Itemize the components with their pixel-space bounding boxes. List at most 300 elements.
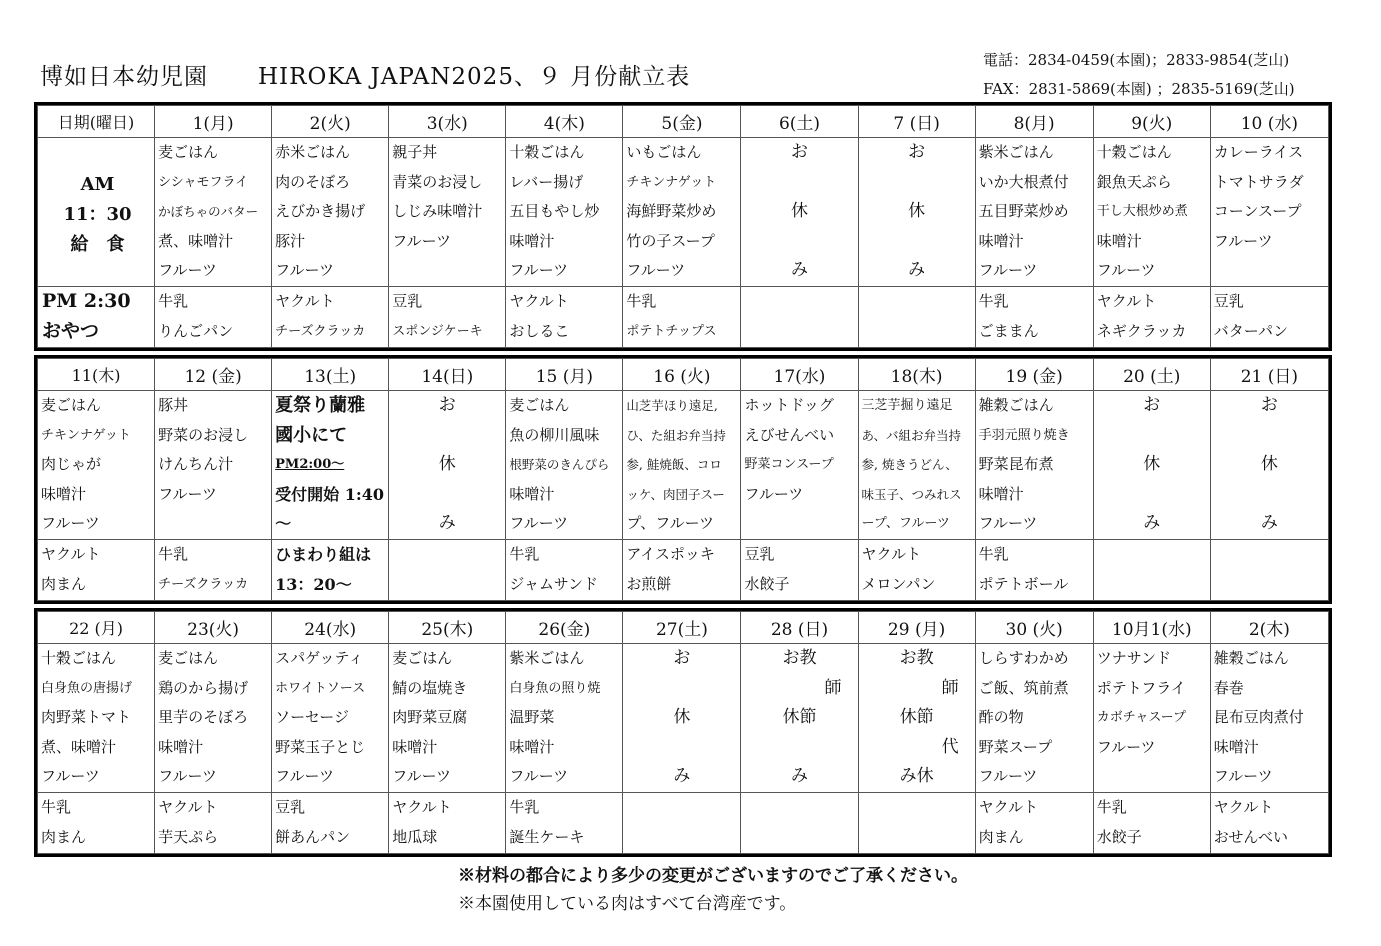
week-block <box>34 608 1332 857</box>
lunch-item: ご飯、筑前煮 <box>978 678 1069 697</box>
lunch-item: 鶏のから揚げ <box>158 678 249 697</box>
week-table <box>37 611 1329 854</box>
lunch-cell <box>623 138 741 287</box>
day-header: 28 (日) <box>741 612 858 644</box>
lunch-item: フルーツ <box>158 261 217 280</box>
lunch-item <box>1097 480 1210 510</box>
lunch-time-text: AM <box>80 174 115 195</box>
lunch-cell <box>741 391 858 540</box>
day-header: 2(木) <box>1210 612 1328 644</box>
snack-item: チーズクラッカ <box>275 323 366 339</box>
lunch-item <box>626 733 740 763</box>
snack-cell <box>38 793 155 854</box>
lunch-item: み <box>791 766 808 787</box>
lunch-item: コーンスープ <box>1213 202 1302 221</box>
lunch-item: 野菜コンスープ <box>744 457 834 473</box>
snack-item: 肉まん <box>41 827 87 846</box>
lunch-item: えびせんべい <box>744 425 835 444</box>
lunch-item: 干し大根炒め煮 <box>1096 204 1188 220</box>
lunch-item: 野菜のお浸し <box>158 425 249 444</box>
lunch-item: PM2:00～ <box>275 457 345 473</box>
day-header: 15 (月) <box>506 359 623 391</box>
lunch-item <box>744 733 857 763</box>
snack-item: 13：20～ <box>275 574 352 594</box>
snack-cell <box>1210 793 1328 854</box>
lunch-cell <box>506 391 623 540</box>
lunch-item: 休 <box>908 201 926 222</box>
snack-item: 水餃子 <box>744 574 790 593</box>
lunch-item: フルーツ <box>744 484 804 503</box>
lunch-item <box>744 168 857 198</box>
snack-item: 牛乳 <box>509 798 540 816</box>
week-table <box>37 105 1329 348</box>
lunch-row <box>38 644 1329 793</box>
lunch-cell <box>975 138 1093 287</box>
snack-item: 牛乳 <box>978 545 1009 563</box>
date-header-row <box>38 612 1329 644</box>
lunch-item: 煮、味噌汁 <box>158 231 234 250</box>
snack-item: 誕生ケーキ <box>509 827 585 846</box>
snack-cell <box>1093 540 1210 601</box>
lunch-item <box>744 227 857 257</box>
lunch-item: レバー揚げ <box>509 172 584 191</box>
lunch-item <box>392 256 505 286</box>
lunch-item <box>1214 421 1328 451</box>
lunch-item: 休 <box>438 454 456 475</box>
lunch-item: 麦ごはん <box>509 396 570 414</box>
lunch-item: 味玉子、つみれス <box>861 486 962 502</box>
lunch-cell <box>623 644 741 793</box>
lunch-item: フルーツ <box>158 767 217 786</box>
lunch-item: フルーツ <box>392 231 452 250</box>
lunch-item: 紫米ごはん <box>509 649 585 667</box>
snack-item: 肉まん <box>41 574 87 593</box>
lunch-item: 青菜のお浸し <box>392 172 483 191</box>
lunch-cell <box>272 391 389 540</box>
snack-cell <box>975 540 1093 601</box>
lunch-item <box>392 421 505 451</box>
lunch-item: フルーツ <box>1213 231 1273 250</box>
lunch-cell <box>389 138 506 287</box>
lunch-item: 味噌汁 <box>509 484 555 503</box>
snack-cell <box>389 540 506 601</box>
lunch-item: 鯖の塩焼き <box>392 678 468 697</box>
lunch-item: 休 <box>1143 454 1161 475</box>
snack-item: 豆乳 <box>744 545 775 563</box>
day-header: 10月1(水) <box>1093 612 1210 644</box>
lunch-item: 肉野菜豆腐 <box>392 708 468 727</box>
snack-cell <box>38 540 155 601</box>
lunch-item <box>626 674 740 704</box>
phone-numbers: 電話：2834-0459(本園)；2833-9854(芝山) <box>983 51 1290 69</box>
lunch-item: 海鮮野菜炒め <box>626 202 717 221</box>
lunch-item: み <box>1260 513 1278 534</box>
lunch-item: 参, 焼きうどん、 <box>861 457 958 473</box>
menu-title: HIROKA JAPAN2025、９ 月份献立表 <box>258 64 691 90</box>
snack-item: 牛乳 <box>626 292 657 310</box>
lunch-item: ッケ、肉団子スー <box>626 486 725 502</box>
snack-item <box>744 793 857 823</box>
lunch-item: 煮、味噌汁 <box>41 737 117 756</box>
lunch-item <box>862 227 975 257</box>
snack-cell <box>741 540 858 601</box>
snack-cell <box>506 287 623 348</box>
snack-cell <box>389 793 506 854</box>
snack-cell <box>858 793 975 854</box>
snack-item <box>392 540 505 570</box>
lunch-item: お <box>908 142 926 162</box>
lunch-item: 國小にて <box>275 424 348 446</box>
day-header: 27(土) <box>623 612 741 644</box>
lunch-item: 十穀ごはん <box>41 649 117 667</box>
lunch-cell <box>1210 391 1328 540</box>
lunch-item: フルーツ <box>509 514 569 533</box>
lunch-item: お <box>791 142 808 162</box>
lunch-item: 味噌汁 <box>1096 231 1142 250</box>
snack-cell <box>272 287 389 348</box>
lunch-item: 師 <box>824 677 842 698</box>
snack-row <box>38 793 1329 854</box>
day-header: 10 (水) <box>1210 106 1328 138</box>
lunch-cell <box>389 391 506 540</box>
lunch-item: 白身魚の照り焼 <box>509 680 601 696</box>
menu-table <box>34 102 1332 857</box>
snack-cell <box>975 793 1093 854</box>
lunch-cell <box>272 138 389 287</box>
snack-item: スポンジケーキ <box>392 323 483 339</box>
lunch-item: 麦ごはん <box>158 143 219 161</box>
snack-item <box>1097 540 1210 570</box>
lunch-item <box>1214 480 1328 510</box>
lunch-item: 味噌汁 <box>41 484 87 503</box>
lunch-item: トマトサラダ <box>1213 172 1304 191</box>
change-notice: ※材料の都合により多少の変更がございますのでご了承ください。 <box>458 866 968 886</box>
lunch-item: いか大根煮付 <box>978 172 1069 191</box>
lunch-item: ホワイトソース <box>275 680 366 696</box>
lunch-item: フルーツ <box>158 484 217 503</box>
lunch-item: お <box>1260 395 1278 415</box>
day-header: 2(火) <box>272 106 389 138</box>
lunch-cell <box>1210 138 1328 287</box>
lunch-item: 休 <box>1260 454 1278 475</box>
day-header: 30 (火) <box>975 612 1093 644</box>
snack-cell <box>389 287 506 348</box>
snack-cell <box>1093 287 1210 348</box>
snack-item: 餅あんパン <box>275 827 351 846</box>
snack-item: おしるこ <box>509 321 570 340</box>
lunch-item: 手羽元照り焼き <box>978 427 1070 443</box>
lunch-item: 春巻 <box>1213 678 1244 697</box>
page-title <box>40 58 690 91</box>
day-header: 14(日) <box>389 359 506 391</box>
day-header: 19 (金) <box>975 359 1093 391</box>
day-header: 9(火) <box>1093 106 1210 138</box>
lunch-item: 参, 鮭焼飯、コロ <box>626 457 722 473</box>
lunch-item: 里芋のそぼろ <box>158 708 249 727</box>
lunch-item: お教 <box>782 648 817 668</box>
day-header: 7 (日) <box>858 106 975 138</box>
lunch-item: チキンナゲット <box>626 174 717 190</box>
snack-item <box>626 793 740 823</box>
lunch-item: み <box>1143 513 1161 534</box>
lunch-item: 根野菜のきんぴら <box>509 457 610 473</box>
day-header: 17(水) <box>741 359 858 391</box>
lunch-item: 豚汁 <box>275 231 306 250</box>
snack-row <box>38 287 1329 348</box>
lunch-item: ープ、フルーツ <box>861 516 950 532</box>
lunch-item: 雑穀ごはん <box>978 396 1054 414</box>
snack-cell <box>858 287 975 348</box>
lunch-item: ツナサンド <box>1096 649 1171 667</box>
day-header: 18(木) <box>858 359 975 391</box>
snack-item: ごままん <box>978 321 1039 340</box>
lunch-item: 雑穀ごはん <box>1213 649 1289 667</box>
snack-cell <box>858 540 975 601</box>
snack-item <box>744 823 857 853</box>
lunch-item: 野菜スープ <box>978 737 1053 756</box>
lunch-item: しらすわかめ <box>978 649 1069 667</box>
snack-item: チーズクラッカ <box>158 576 249 592</box>
lunch-item: えびかき揚げ <box>275 202 366 221</box>
snack-item <box>862 317 975 347</box>
snack-item: ひまわり組は <box>275 545 372 564</box>
snack-item <box>862 793 975 823</box>
lunch-item: 野菜昆布煮 <box>978 455 1054 474</box>
snack-item: ヤクルト <box>978 798 1039 816</box>
day-header: 20 (土) <box>1093 359 1210 391</box>
lunch-item: フルーツ <box>1096 737 1156 756</box>
snack-cell <box>155 287 272 348</box>
lunch-item: 竹の子スープ <box>626 231 715 250</box>
lunch-time-text: 給 食 <box>70 234 125 255</box>
day-header: 26(金) <box>506 612 623 644</box>
snack-item: 牛乳 <box>158 292 189 310</box>
lunch-item: 十穀ごはん <box>509 143 585 161</box>
lunch-item: 味噌汁 <box>392 737 438 756</box>
lunch-item: プ、フルーツ <box>626 514 714 533</box>
snack-item: メロンパン <box>861 574 936 593</box>
lunch-item: 昆布豆肉煮付 <box>1213 708 1304 727</box>
lunch-item: 麦ごはん <box>392 649 453 667</box>
snack-time-label <box>38 287 155 348</box>
week-table <box>37 358 1329 601</box>
snack-item: お煎餅 <box>626 574 672 593</box>
snack-cell <box>506 540 623 601</box>
lunch-item: 魚の柳川風味 <box>509 425 600 444</box>
lunch-item: フルーツ <box>1096 261 1156 280</box>
day-header: 1(月) <box>155 106 272 138</box>
snack-item: ヤクルト <box>392 798 452 816</box>
day-header: 5(金) <box>623 106 741 138</box>
lunch-item: 味噌汁 <box>978 484 1024 503</box>
lunch-item: フルーツ <box>1213 767 1273 786</box>
lunch-item: 受付開始 1:40 <box>275 484 385 504</box>
snack-item: 豆乳 <box>1213 292 1244 310</box>
lunch-item: 夏祭り蘭雅 <box>275 395 366 416</box>
lunch-item: 野菜玉子とじ <box>275 737 366 756</box>
meat-origin-notice: ※本園使用している肉はすべて台湾産です。 <box>458 894 797 914</box>
lunch-item: 麦ごはん <box>41 396 102 414</box>
lunch-item: 五目もやし炒 <box>509 202 600 221</box>
date-column-label: 日期(曜日) <box>38 106 155 138</box>
lunch-time-label <box>38 138 155 287</box>
lunch-cell <box>623 391 741 540</box>
snack-item <box>1214 570 1328 600</box>
day-header: 16 (火) <box>623 359 741 391</box>
lunch-item: フルーツ <box>275 767 334 786</box>
lunch-cell <box>858 138 975 287</box>
day-header: 13(土) <box>272 359 389 391</box>
lunch-item: かぼちゃのバター <box>158 204 259 220</box>
snack-item: 芋天ぷら <box>158 827 219 846</box>
day-header: 21 (日) <box>1210 359 1328 391</box>
snack-item <box>1097 570 1210 600</box>
snack-item: 肉まん <box>978 827 1024 846</box>
lunch-item: ホットドッグ <box>744 396 834 414</box>
lunch-cell <box>38 391 155 540</box>
lunch-item: 肉野菜トマト <box>41 708 132 727</box>
snack-cell <box>272 793 389 854</box>
lunch-item: 豚丼 <box>158 396 189 414</box>
snack-cell <box>975 287 1093 348</box>
lunch-item: フルーツ <box>509 767 569 786</box>
snack-cell <box>623 287 741 348</box>
snack-item <box>744 287 857 317</box>
lunch-item: ソーセージ <box>275 708 349 727</box>
lunch-item: 酢の物 <box>978 708 1024 727</box>
lunch-item: フルーツ <box>978 261 1038 280</box>
day-header: 29 (月) <box>858 612 975 644</box>
week-block <box>34 102 1332 351</box>
lunch-item: 師 <box>941 677 959 698</box>
snack-cell <box>1210 540 1328 601</box>
lunch-item: スパゲッティ <box>275 649 364 667</box>
lunch-item: フルーツ <box>978 514 1038 533</box>
lunch-item <box>1214 256 1328 286</box>
lunch-cell <box>1210 644 1328 793</box>
lunch-item: 麦ごはん <box>158 649 219 667</box>
snack-item: ジャムサンド <box>509 574 598 593</box>
snack-row <box>38 540 1329 601</box>
snack-item: 牛乳 <box>41 798 72 816</box>
day-header: 4(木) <box>506 106 623 138</box>
lunch-item: チキンナゲット <box>41 427 131 443</box>
lunch-item: 味噌汁 <box>509 231 555 250</box>
school-name: 博如日本幼児園 <box>40 64 208 90</box>
lunch-item: 味噌汁 <box>978 231 1024 250</box>
lunch-cell <box>155 644 272 793</box>
lunch-item: み <box>673 766 691 787</box>
lunch-cell <box>38 644 155 793</box>
snack-item <box>862 287 975 317</box>
snack-item: ヤクルト <box>1213 798 1274 816</box>
lunch-item: 味噌汁 <box>158 737 204 756</box>
day-header: 22 (月) <box>38 612 155 644</box>
snack-item: ヤクルト <box>158 798 218 816</box>
snack-cell <box>623 540 741 601</box>
lunch-item: 休節 <box>899 707 934 728</box>
snack-item: 牛乳 <box>978 292 1009 310</box>
lunch-item: 肉のそぼろ <box>275 172 351 191</box>
snack-cell <box>155 540 272 601</box>
lunch-item: お <box>438 395 456 415</box>
lunch-cell <box>1093 644 1210 793</box>
lunch-cell <box>1093 138 1210 287</box>
day-header: 25(木) <box>389 612 506 644</box>
lunch-item: フルーツ <box>509 261 569 280</box>
lunch-item <box>1097 762 1210 792</box>
snack-cell <box>741 793 858 854</box>
snack-item <box>1214 540 1328 570</box>
lunch-item: いもごはん <box>626 143 702 161</box>
lunch-item: お <box>1143 395 1161 415</box>
lunch-item: フルーツ <box>978 767 1038 786</box>
snack-item <box>392 570 505 600</box>
lunch-cell <box>858 644 975 793</box>
lunch-cell <box>155 138 272 287</box>
snack-time-text: PM 2:30 <box>42 290 131 312</box>
day-header: 23(火) <box>155 612 272 644</box>
fax-numbers: FAX：2831-5869(本園) ；2835-5169(芝山) <box>983 80 1295 98</box>
day-header: 24(水) <box>272 612 389 644</box>
lunch-item: 休 <box>673 707 691 728</box>
lunch-cell <box>506 644 623 793</box>
day-header: 3(水) <box>389 106 506 138</box>
contact-info <box>983 46 1295 104</box>
snack-item: ヤクルト <box>1096 292 1157 310</box>
date-header-row <box>38 359 1329 391</box>
snack-time-text: おやつ <box>42 319 100 342</box>
lunch-item: お <box>673 648 691 668</box>
lunch-cell <box>858 391 975 540</box>
snack-item: ポテトボール <box>978 574 1069 593</box>
snack-item <box>862 823 975 853</box>
snack-cell <box>155 793 272 854</box>
snack-item: 牛乳 <box>509 545 540 563</box>
snack-item: 水餃子 <box>1096 827 1142 846</box>
lunch-item <box>862 168 975 198</box>
lunch-item: 味噌汁 <box>509 737 555 756</box>
lunch-item: 銀魚天ぷら <box>1096 172 1172 191</box>
lunch-item: カボチャスープ <box>1096 710 1187 726</box>
date-header-row <box>38 106 1329 138</box>
lunch-cell <box>975 644 1093 793</box>
lunch-item: シシャモフライ <box>158 174 249 190</box>
lunch-item: お教 <box>899 648 934 668</box>
lunch-item: あ、バ組お弁当持 <box>861 427 962 443</box>
lunch-item: 紫米ごはん <box>978 143 1054 161</box>
snack-cell <box>506 793 623 854</box>
lunch-item: フルーツ <box>392 767 452 786</box>
lunch-item: み <box>791 260 808 281</box>
snack-item <box>626 823 740 853</box>
lunch-cell <box>975 391 1093 540</box>
snack-cell <box>1093 793 1210 854</box>
day-header: 6(土) <box>741 106 858 138</box>
snack-item: ネギクラッカ <box>1096 321 1187 340</box>
lunch-item: ～ <box>275 514 292 534</box>
snack-item: ヤクルト <box>861 545 922 563</box>
lunch-item: ポテトフライ <box>1096 678 1186 697</box>
lunch-cell <box>389 644 506 793</box>
lunch-item: 山芝芋ほり遠足, <box>626 398 718 413</box>
lunch-item <box>1097 421 1210 451</box>
lunch-item: 味噌汁 <box>1213 737 1259 756</box>
snack-item: ヤクルト <box>509 292 569 310</box>
lunch-item: 休 <box>791 201 808 222</box>
snack-item: りんごパン <box>158 321 234 340</box>
lunch-time-text: 11：30 <box>63 204 132 225</box>
